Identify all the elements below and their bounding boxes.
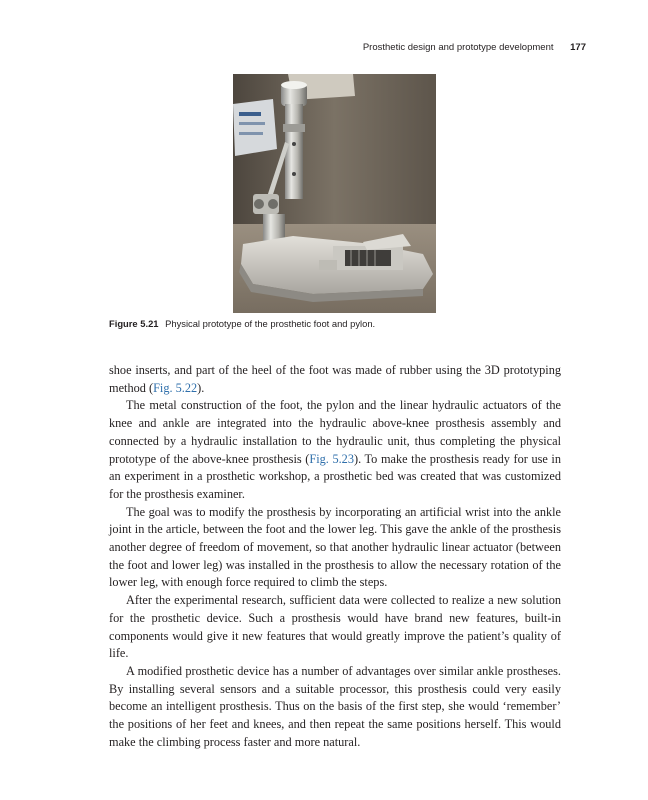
paragraph-5-text: A modified prosthetic device has a number of advantages over similar ankle prostheses. By installing several sensors and a suitable processor, this prosthesis could very easily become an intelligent prosthesis. Thus on the basis of the first step, she would ‘remember’ the positions of her feet and knees, and then repeat the same positions herself. This would make the climbing process faster and more natural.: [109, 663, 561, 749]
paragraph-2-text-b: ). To make the prosthesis ready for use in an experiment in a prosthetic workshop, a prosthetic bed was created that was customized for the prosthesis examiner.: [109, 451, 562, 501]
paragraph-5: [109, 663, 561, 752]
paragraph-4-text: After the experimental research, sufficient data were collected to realize a new solution for the prosthetic device. Such a prosthesis would have brand new features, built-in components would give it new features that would greatly improve the patient’s quality of life.: [109, 593, 561, 661]
paragraph-3-text: The goal was to modify the prosthesis by incorporating an artificial wrist into the ankle joint in the article, between the foot and the lower leg. This gave the ankle of the prosthesis another degree of freedom of movement, so that another hydraulic linear actuator (between the foot and lower leg) was installed in the prosthesis to allow the necessary rotation of the lower leg, with enough force required to climb the steps.: [109, 504, 561, 590]
figure-ref-5-23[interactable]: Fig. 5.23: [309, 451, 354, 466]
paragraph-2-text-a: The metal construction of the foot, the pylon and the linear hydraulic actuators of the knee and ankle are integrated into the hydraulic above-knee prosthesis assembly and connected by a hydraulic installation to the hydraulic unit, thus completing the physical prototype of the above-knee prosthesis (: [109, 398, 561, 466]
figure-label: Figure 5.21: [109, 318, 159, 329]
paragraph-1-text-b: ).: [197, 380, 205, 395]
running-title: Prosthetic design and prototype development: [362, 42, 554, 53]
figure-photo: [233, 74, 436, 313]
figure-caption: [109, 318, 569, 329]
prosthesis-photo-illustration: [233, 74, 436, 313]
paragraph-1: [109, 362, 561, 397]
body-text: [109, 362, 561, 751]
paragraph-2: [109, 397, 561, 503]
figure-caption-text: Physical prototype of the prosthetic foot and pylon.: [165, 318, 376, 329]
figure-ref-5-22[interactable]: Fig. 5.22: [153, 380, 198, 395]
paragraph-4: [109, 592, 561, 663]
paragraph-1-text-a: shoe inserts, and part of the heel of the foot was made of rubber using the 3D prototyping method (: [109, 363, 561, 395]
paragraph-3: [109, 504, 561, 593]
page-number: 177: [570, 42, 586, 53]
running-header: [100, 42, 586, 53]
